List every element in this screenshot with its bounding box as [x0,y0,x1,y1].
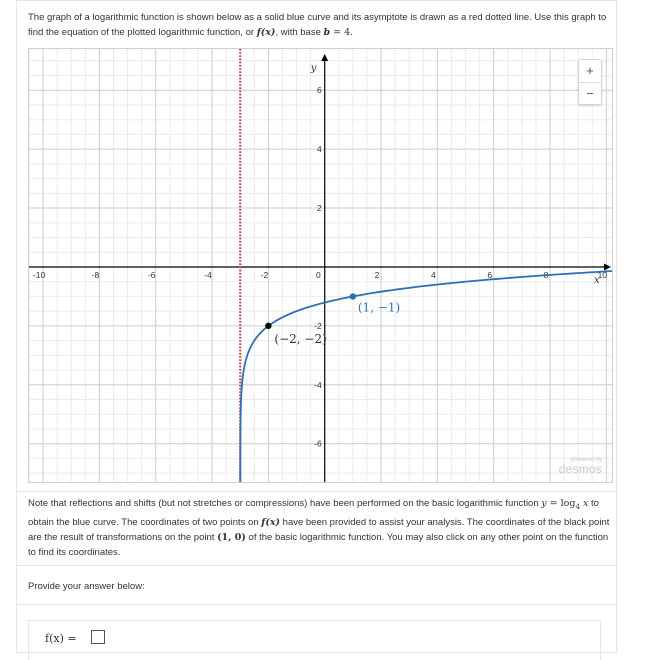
graph-canvas[interactable] [29,49,612,482]
divider [16,604,617,605]
zoom-out-button[interactable]: − [586,86,594,101]
x-tick-label: -4 [204,269,212,280]
point-black[interactable] [265,323,271,329]
x-tick-label: 6 [487,269,493,280]
intro-base-var: b [323,27,331,38]
y-tick-label: 6 [316,85,322,96]
intro-base-value: = 4 [330,27,351,38]
note-part-3: have been provided to assist your analysis. The coordinates of the black point are the result of transformations on the point [28,516,610,543]
x-tick-label: 0 [315,269,321,280]
desmos-credit [559,457,602,476]
x-tick-label: -2 [260,269,269,280]
answer-input[interactable] [91,630,105,644]
note-text [28,496,613,560]
intro-text-2: , with base [275,27,324,38]
x-tick-label: 10 [597,269,608,280]
note-point: (1, 0) [217,531,246,543]
point-blue[interactable] [350,293,356,299]
zoom-in-button[interactable]: + [579,60,601,83]
desmos-graph[interactable] [28,48,613,483]
zoom-controls [578,59,602,105]
x-tick-label: -6 [147,269,156,280]
y-axis-arrow [321,54,328,61]
desmos-logo: desmos [558,462,602,476]
point-black-label: (−2, −2) [274,331,327,346]
intro-text: The graph of a logarithmic function is shown below as a solid blue curve and its asymptote is drawn as a red dotted line. Use this graph to find the equation of the plotted logarithmic function, or [28,12,607,38]
note-part-4: of the basic logarithmic function. You may also click on any other point on the function to find its coordinates. [28,531,609,558]
y-tick-label: 2 [316,203,322,214]
x-tick-label: 4 [431,269,436,280]
x-tick-label: 2 [374,269,380,280]
y-tick-label: 4 [316,144,322,155]
note-y: y [541,498,547,509]
intro-fx: f(x) [256,27,276,38]
note-part-2: to obtain the blue curve. The coordinates of two points on [28,498,599,528]
note-log-base: 4 [575,502,580,511]
note-x: x [579,498,589,509]
intro-end: . [350,27,353,38]
y-tick-label: -2 [314,320,322,331]
function-curve[interactable] [240,271,612,482]
answer-prompt: Provide your answer below: [28,581,145,592]
x-axis-label: x [594,274,600,286]
question-intro [28,10,613,40]
powered-by-text: powered by [570,457,602,463]
point-blue-label: (1, −1) [357,300,401,315]
divider [16,565,617,566]
note-part-1: Note that reflections and shifts (but not stretches or compressions) have been performed on the basic logarithmic function [28,498,542,509]
answer-area [28,620,601,660]
note-log: = log [546,498,576,509]
divider [16,491,617,492]
note-fx: f(x) [261,516,281,528]
y-axis-label: y [310,63,317,74]
answer-label: f(x) = [45,632,77,645]
y-tick-label: -4 [314,379,322,390]
x-tick-label: 8 [543,269,549,280]
y-tick-label: -6 [314,438,322,449]
x-tick-label: -10 [32,269,46,280]
x-tick-label: -8 [91,269,100,280]
